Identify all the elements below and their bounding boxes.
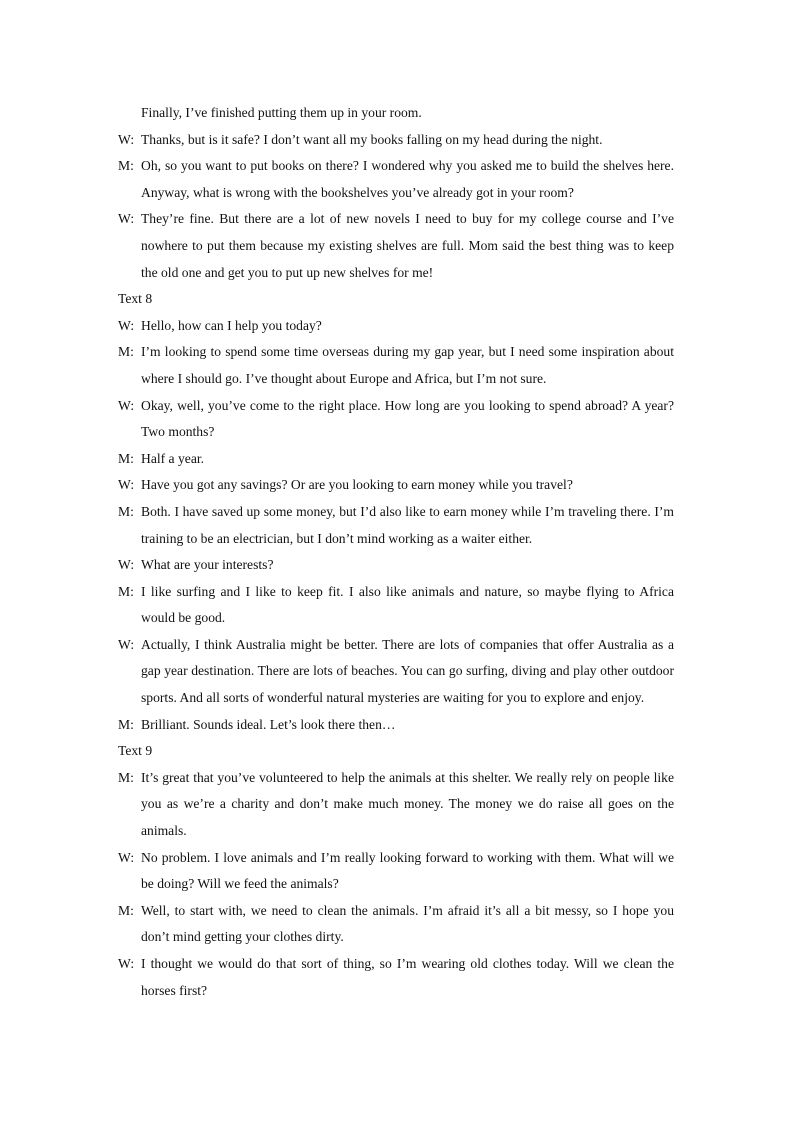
speaker-label: M:	[118, 769, 134, 785]
speaker-label: W:	[118, 397, 135, 413]
dialogue-text: Both. I have saved up some money, but I’d also like to earn money while I’m traveling there. I’m training to be an electrician, but I don’t mind working as a waiter either.	[141, 503, 674, 546]
dialogue-text: Actually, I think Australia might be better. There are lots of companies that offer Australia as a gap year destination. There are lots of beaches. You can go surfing, diving and play other outdoor sports. And all sorts of wonderful natural mysteries are waiting for you to explore and enjoy.	[141, 636, 674, 706]
speaker-label: M:	[118, 902, 134, 918]
dialogue-text: Half a year.	[141, 450, 205, 466]
dialogue-line	[118, 898, 674, 951]
speaker-label: W:	[118, 849, 135, 865]
dialogue-text: Thanks, but is it safe? I don’t want all my books falling on my head during the night.	[141, 131, 603, 147]
dialogue-line	[118, 552, 674, 579]
speaker-label: W:	[118, 211, 135, 227]
dialogue-line	[118, 632, 674, 712]
dialogue-line	[118, 206, 674, 286]
speaker-label: W:	[118, 557, 135, 573]
dialogue-text: I’m looking to spend some time overseas during my gap year, but I need some inspiration about where I should go. I’ve thought about Europe and Africa, but I’m not sure.	[141, 344, 674, 386]
dialogue-line	[118, 765, 674, 845]
dialogue-line	[118, 446, 674, 473]
dialogue-continuation: Finally, I’ve finished putting them up in your room.	[141, 105, 422, 120]
dialogue-text: Well, to start with, we need to clean the animals. I’m afraid it’s all a bit messy, so I hope you don’t mind getting your clothes dirty.	[141, 902, 674, 945]
speaker-label: M:	[118, 450, 134, 466]
dialogue-line	[118, 845, 674, 898]
transcript-body	[118, 100, 674, 1004]
dialogue-line	[118, 579, 674, 632]
speaker-label: W:	[118, 477, 135, 493]
dialogue-line	[118, 951, 674, 1004]
dialogue-text: They’re fine. But there are a lot of new novels I need to buy for my college course and I’ve nowhere to put them because my existing shelves are full. Mom said the best thing was to keep the old one and get you to put up new shelves for me!	[141, 211, 674, 280]
dialogue-text: I like surfing and I like to keep fit. I also like animals and nature, so maybe flying to Africa would be good.	[141, 583, 674, 626]
dialogue-text: Oh, so you want to put books on there? I wondered why you asked me to build the shelves here. Anyway, what is wrong with the bookshelves you’ve already got in your room?	[141, 158, 674, 200]
speaker-label: M:	[118, 158, 134, 174]
speaker-label: M:	[118, 716, 134, 732]
speaker-label: W:	[118, 636, 135, 652]
dialogue-line	[118, 153, 674, 206]
dialogue-text: I thought we would do that sort of thing, so I’m wearing old clothes today. Will we clean the horses first?	[141, 956, 674, 998]
speaker-label: W:	[118, 317, 135, 333]
dialogue-line	[118, 393, 674, 446]
dialogue-line	[118, 313, 674, 340]
section-heading: Text 9	[118, 743, 153, 759]
speaker-label: M:	[118, 583, 134, 599]
speaker-label: M:	[118, 503, 134, 519]
dialogue-line	[118, 127, 674, 154]
dialogue-text: No problem. I love animals and I’m really looking forward to working with them. What will we be doing? Will we feed the animals?	[141, 849, 674, 892]
dialogue-line	[118, 472, 674, 499]
dialogue-text: Hello, how can I help you today?	[141, 317, 322, 333]
dialogue-text: Have you got any savings? Or are you looking to earn money while you travel?	[141, 477, 573, 493]
dialogue-text: What are your interests?	[141, 557, 274, 573]
dialogue-text: It’s great that you’ve volunteered to help the animals at this shelter. We really rely on people like you as we’re a charity and don’t make much money. The money we do raise all goes on the animals.	[141, 769, 674, 839]
dialogue-text: Okay, well, you’ve come to the right place. How long are you looking to spend abroad? A year? Two months?	[141, 397, 674, 440]
dialogue-line	[118, 712, 674, 739]
dialogue-line	[118, 339, 674, 392]
speaker-label: M:	[118, 344, 134, 360]
speaker-label: W:	[118, 956, 135, 971]
dialogue-line	[118, 499, 674, 552]
dialogue-text: Brilliant. Sounds ideal. Let’s look there then…	[141, 716, 396, 732]
speaker-label: W:	[118, 131, 135, 147]
section-heading: Text 8	[118, 291, 153, 307]
